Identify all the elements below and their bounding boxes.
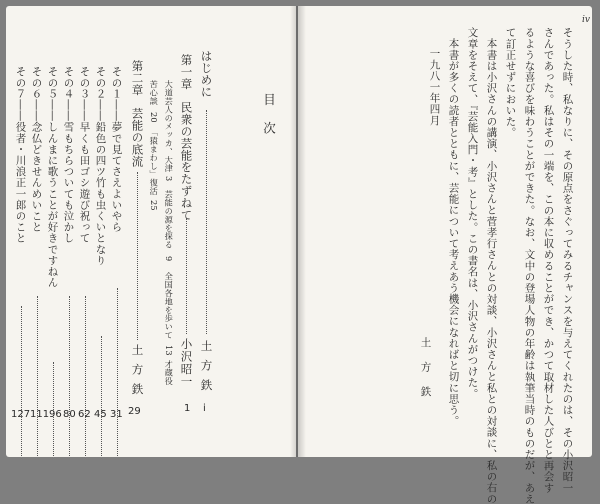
date-line: 一九八一年四月 [428,48,441,126]
toc-item-5-label: その５――しんまに歌うことが好きですねん [46,66,59,288]
paragraph-line-3: るような喜びを味わうことができた。なお、文中の登場人物の年齢は執筆当時のものだが、あえ [523,27,536,504]
paragraph-line-5: 本書は小沢さんの講演、小沢さんと菅孝行さんとの対談、小沢さんと私との対談に、私の右の [485,38,498,504]
paragraph-line-7: 本書が多くの読者とともに、芸能について考えあう機会になればと切に思う。 [447,38,460,427]
toc-item-6-dots [37,296,38,456]
toc-sub-a-3-page: 13 [164,345,175,356]
toc-chapter1-dots [186,218,187,334]
toc-item-4-dots [69,296,70,456]
toc-intro-label: はじめに [199,50,214,98]
toc-sub-a-2: 芸能の源を探る [164,190,175,249]
toc-chapter2-dots [137,172,138,340]
toc-item-1-dots [117,288,118,456]
paragraph-line-1: そうした時、私なりに、その原点をさぐってみるチャンスを与えてくれたのは、その小沢昭一 [561,27,574,494]
toc-chapter1-label: 第一章 民衆の芸能をたずねて [179,54,194,221]
toc-item-6-label: その６――念仏どきせんめいこと [30,66,43,233]
toc-chapter2-author: 土方鉄 [130,344,145,403]
toc-intro-page: i [203,403,206,414]
toc-sub-a-1-page: 3 [164,176,175,182]
toc-sub-b-2: 「猿まわし」復活 [149,128,160,196]
signature: 土方鉄 [419,337,432,411]
toc-sub-a-2-page: 9 [164,256,175,262]
toc-chapter1-author: 小沢昭一 [179,338,194,388]
paragraph-line-4: て訂正せずにおいた。 [504,27,517,138]
toc-sub-b-1: 苦心談 [149,80,160,106]
toc-item-4-label: その４――雪もちらついても泣かし [62,66,75,244]
toc-sub-b-2-page: 25 [149,200,160,211]
book-gutter [290,6,306,457]
toc-item-2-dots [101,336,102,456]
toc-intro-dots [206,110,207,334]
toc-item-1-label: その１――夢で見てさえよいやら [110,66,123,233]
toc-item-5-page: 96 [49,409,62,420]
paragraph-line-6: 文章をそえて、『芸能入門・考』とした。この書名は、小沢さんがつけた。 [466,27,479,400]
toc-sub-a-3: 全国各地を歩いて [164,272,175,340]
toc-intro-author: 土方鉄 [199,340,214,399]
toc-item-3-dots [85,296,86,456]
toc-item-7-label: その７――役者・川浪正一郎のこと [14,66,27,244]
toc-chapter1-page: 1 [184,403,191,414]
paragraph-line-2: さんであった。私はその一端を、この本に収めることができ、かつて取材した人びとと再会す [542,27,555,494]
toc-item-4-page: 80 [63,409,76,420]
toc-item-1-page: 31 [110,409,123,420]
toc-chapter2-label: 第二章 芸能の底流 [130,60,145,168]
toc-sub-a-4: 才蔵役 [164,360,175,386]
toc-sub-b-1-page: 20 [149,112,160,123]
toc-item-3-page: 62 [78,409,91,420]
toc-item-6-page: 111 [30,409,50,420]
toc-item-2-label: その２――鉛色の四ツ竹も虫くいとなり [94,66,107,266]
toc-sub-a-1: 大道芸人のメッカ、大津 [164,80,175,173]
page-number: iv [582,15,590,25]
toc-item-7-dots [21,306,22,456]
toc-item-3-label: その３――早くも田ゴシ遊び祝って [78,66,91,244]
toc-title: 目次 [261,93,277,150]
toc-item-7-page: 127 [11,409,31,420]
toc-chapter2-page: 29 [128,406,141,417]
toc-item-2-page: 45 [94,409,107,420]
